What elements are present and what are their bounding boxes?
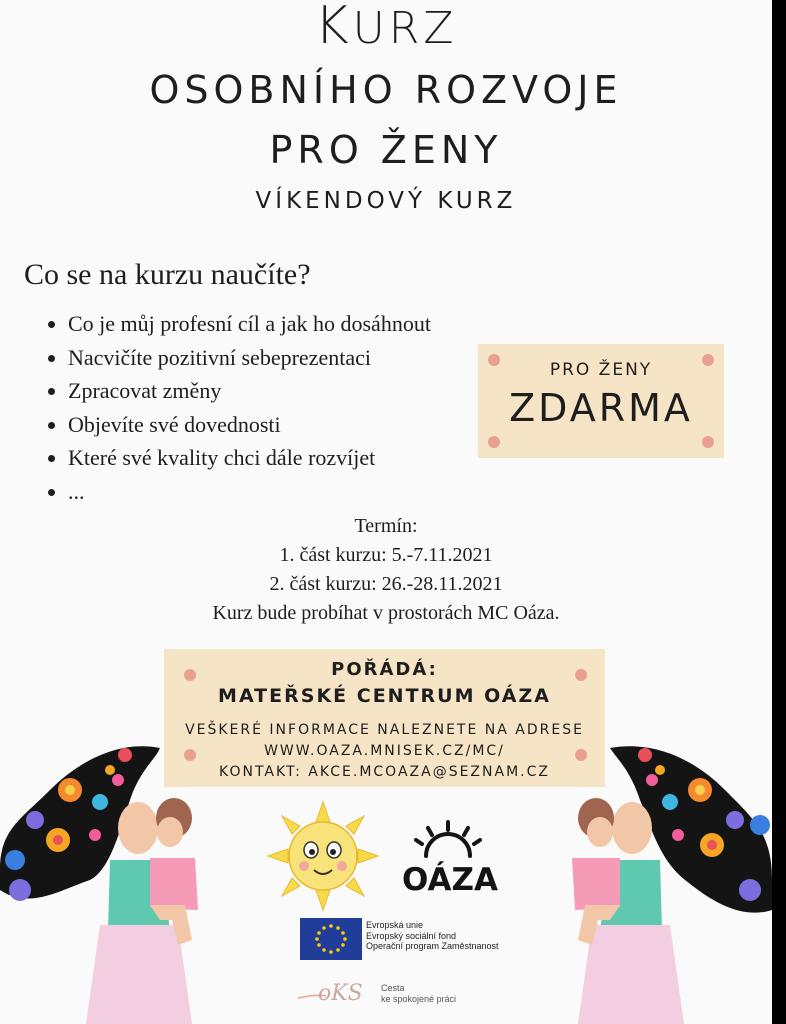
term-part-2: 2. část kurzu: 26.-28.11.2021 [269, 573, 503, 595]
title-line-1 [0, 0, 772, 56]
list-item: • Co je můj profesní cíl a jak ho dosáhnout [68, 307, 431, 341]
mother-child-illustration-left [0, 740, 200, 1024]
term-block [0, 512, 772, 628]
tag-dot [488, 436, 500, 448]
oaza-logo [392, 820, 508, 896]
eu-flag-icon [300, 918, 362, 960]
title-line-2: OSOBNÍHO ROZVOJE [149, 68, 623, 112]
list-item: • Které své kvality chci dále rozvíjet [68, 441, 431, 475]
learn-list [44, 307, 431, 508]
tag-dot [702, 436, 714, 448]
organizer-name: MATEŘSKÉ CENTRUM OÁZA [218, 685, 551, 707]
free-tag-subtitle: PRO ŽENY [549, 360, 653, 380]
term-label: Termín: [354, 515, 418, 537]
free-tag [478, 344, 724, 458]
term-part-1: 1. část kurzu: 5.-7.11.2021 [279, 544, 493, 566]
title-rest: URZ [352, 3, 458, 54]
list-item: • Objevíte své dovednosti [68, 408, 431, 442]
subtitle: VÍKENDOVÝ KURZ [255, 188, 517, 214]
eu-line-1: Evropská unie [366, 920, 424, 930]
organizer-contact[interactable]: KONTAKT: AKCE.MCOAZA@SEZNAM.CZ [219, 764, 550, 780]
oaza-logo-text: OÁZA [402, 862, 498, 896]
cesta-line-2: ke spokojené práci [381, 994, 457, 1004]
cesta-line-1: Cesta [381, 983, 405, 993]
eu-line-2: Evropský sociální fond [366, 930, 457, 941]
title-initial: K [314, 0, 353, 56]
list-item: • Nacvičíte pozitivní sebeprezentaci [68, 341, 431, 375]
oks-logo-text: oKS [318, 981, 363, 1006]
list-item: • ... [68, 475, 431, 509]
organizer-label: POŘÁDÁ: [331, 659, 438, 680]
oks-logo [296, 976, 380, 1006]
learn-heading: Co se na kurzu naučíte? [24, 258, 311, 291]
mother-child-illustration-right [560, 740, 772, 1024]
eu-line-3: Operační program Zaměstnanost [366, 941, 499, 951]
list-item: • Zpracovat změny [68, 374, 431, 408]
sun-logo [266, 800, 380, 912]
organizer-info: VEŠKERÉ INFORMACE NALEZNETE NA ADRESE [185, 722, 584, 738]
free-tag-title: ZDARMA [509, 386, 693, 430]
organizer-web[interactable]: WWW.OAZA.MNISEK.CZ/MC/ [264, 743, 505, 759]
eu-caption [366, 920, 499, 952]
cesta-caption [381, 983, 456, 1005]
organizer-tag [164, 649, 605, 787]
title-line-3: PRO ŽENY [269, 128, 503, 172]
term-place: Kurz bude probíhat v prostorách MC Oáza. [212, 602, 560, 624]
